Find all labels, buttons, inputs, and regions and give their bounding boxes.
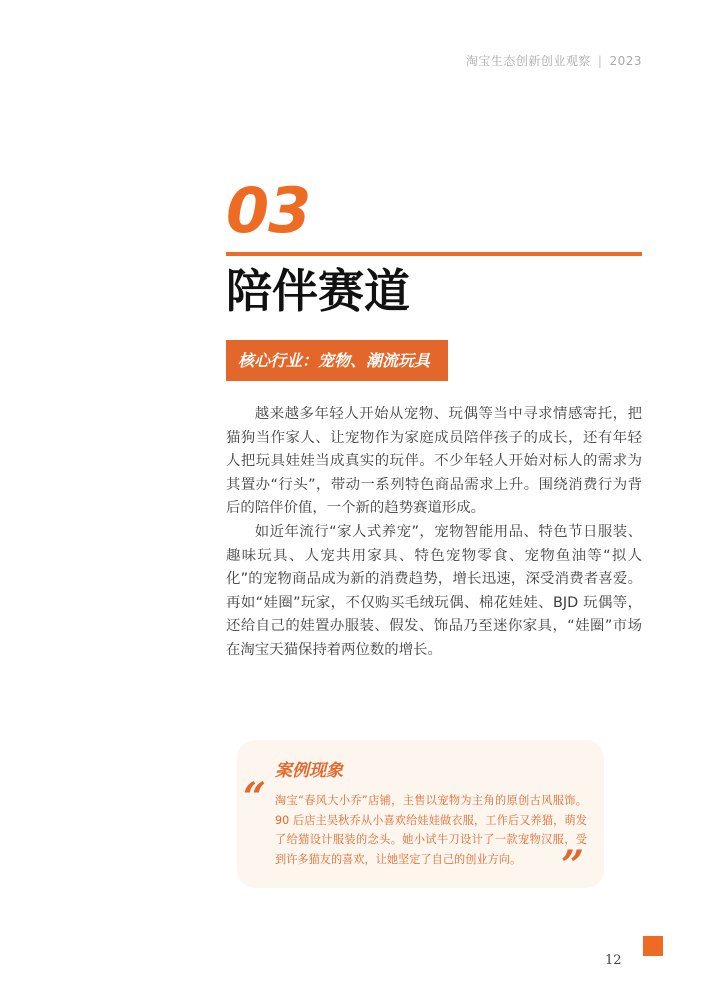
case-text: 淘宝“春风大小乔”店铺，主售以宠物为主角的原创古风服饰。90 后店主吴秋乔从小喜欢给娃娃做衣服，工作后又养猫，萌发了给猫设计服装的念头。她小试牛刀设计了一款宠物汉服，受到许多猫友的喜欢，让她坚定了自己的创业方向。 [275, 794, 587, 866]
page-number: 12 [605, 953, 622, 968]
page-marker-square [643, 936, 663, 956]
body-paragraph: 越来越多年轻人开始从宠物、玩偶等当中寻求情感寄托，把猫狗当作家人、让宠物作为家庭成员陪伴孩子的成长，还有年轻人把玩具娃娃当成真实的玩伴。不少年轻人开始对标人的需求为其置办“行头”，带动一系列特色商品需求上升。围绕消费行为背后的陪伴价值，一个新的趋势赛道形成。 [226, 406, 642, 517]
header-year: 2023 [609, 54, 642, 68]
industry-tag: 核心行业：宠物、潮流玩具 [226, 340, 448, 381]
body-paragraph: 如近年流行“家人式养宠”，宠物智能用品、特色节日服装、趣味玩具、人宠共用家具、特色宠物零食、宠物鱼油等“拟人化”的宠物商品成为新的消费趋势，增长迅速，深受消费者喜爱。再如“娃圈”玩家，不仅购买毛绒玩偶、棉花娃娃、BJD 玩偶等，还给自己的娃置办服装、假发、饰品乃至迷你家具，“娃圈”市场在淘宝天猫保持着两位数的增长。 [226, 523, 642, 658]
chapter-divider [226, 252, 642, 256]
header-title: 淘宝生态创新创业观察 [465, 54, 591, 68]
case-title: 案例现象 [275, 761, 343, 781]
header-separator: | [597, 54, 603, 68]
open-quote-icon: “ [243, 774, 267, 821]
chapter-number: 03 [226, 174, 311, 247]
chapter-title: 陪伴赛道 [226, 264, 410, 318]
running-header [466, 52, 642, 69]
close-quote-icon: ” [561, 842, 585, 889]
body-text [226, 403, 642, 663]
